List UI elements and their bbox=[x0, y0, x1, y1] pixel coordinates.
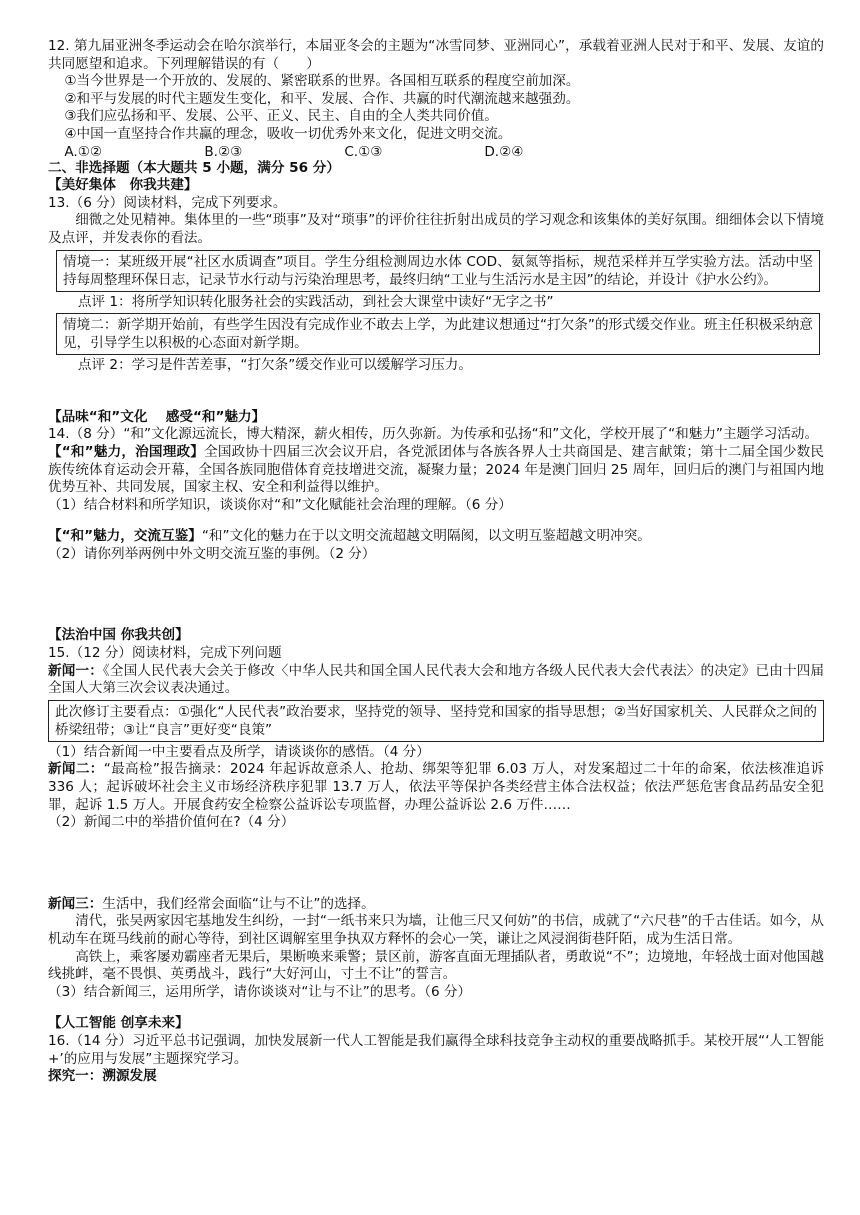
q14-section-title: 【品味“和”文化 感受“和”魅力】 bbox=[48, 408, 266, 425]
q12-option-d: D.②④ bbox=[484, 143, 524, 160]
q12-options bbox=[48, 144, 824, 160]
q15-news-1-box bbox=[48, 700, 824, 742]
q15-news-3 bbox=[48, 896, 824, 914]
q12-option-b: B.②③ bbox=[204, 143, 243, 160]
q15-news-3-text: 生活中，我们经常会面临“让与不让”的选择。 bbox=[102, 895, 375, 912]
q14-material-2-text: “和”文化的魅力在于以文明交流超越文明隔阂，以文明互鉴超越文明冲突。 bbox=[201, 528, 651, 545]
q16-explore-1: 探究一：溯源发展 bbox=[48, 1068, 157, 1085]
q16-section-title: 【人工智能 创享未来】 bbox=[48, 1015, 189, 1032]
q13-scenario-1: 情境一：某班级开展“社区水质调查”项目。学生分组检测周边水体 COD、氨氮等指标，规范采样并互学实验方法。活动中坚持每周整理环保日志，记录节水行动与污染治理思考，最终归纳“工业与生活污水是主因”的结论，并设计《护水公约》。 bbox=[63, 253, 813, 288]
q13-comment-2: 点评 2：学习是件苦差事，“打欠条”缓交作业可以缓解学习压力。 bbox=[77, 357, 472, 374]
q15-sub-2: （2）新闻二中的举措价值何在?（4 分） bbox=[48, 814, 295, 831]
part2-title: 二、非选择题（本大题共 5 小题，满分 56 分） bbox=[48, 159, 340, 176]
q13-scenario-2: 情境二：新学期开始前，有些学生因没有完成作业不敢去上学，为此建议想通过“打欠条”的形式缓交作业。班主任积极采纳意见，引导学生以积极的心态面对新学期。 bbox=[63, 317, 813, 352]
q15-news-1 bbox=[48, 663, 824, 698]
q13-scenario-1-box bbox=[56, 250, 820, 292]
exam-page bbox=[48, 38, 824, 1086]
q13-scenario-2-box bbox=[56, 313, 820, 355]
q12-item-1: ①当今世界是一个开放的、发展的、紧密联系的世界。各国相互联系的程度空前加深。 bbox=[64, 73, 580, 90]
q15-news-1-text: 《全国人民代表大会关于修改〈中华人民共和国全国人民代表大会和地方各级人民代表大会代表法〉的决定》已由十四届全国人大第三次会议表决通过。 bbox=[48, 662, 825, 697]
q15-news-3-label: 新闻三： bbox=[48, 895, 103, 912]
q13-section-title: 【美好集体 你我共建】 bbox=[48, 177, 198, 194]
q13-intro: 细微之处见精神。集体里的一些“琐事”及对“琐事”的评价往往折射出成员的学习观念和该集体的美好氛围。细细体会以下情境及点评，并发表你的看法。 bbox=[48, 212, 824, 246]
q15-news-2-label: 新闻二： bbox=[48, 761, 104, 778]
q13-stem: 13.（6 分）阅读材料，完成下列要求。 bbox=[48, 194, 287, 211]
q14-material-2 bbox=[48, 528, 824, 546]
q15-sub-1: （1）结合新闻一中主要看点及所学，请谈谈你的感悟。（4 分） bbox=[48, 743, 430, 760]
q12-stem: 12. 第九届亚洲冬季运动会在哈尔滨举行，本届亚冬会的主题为“冰雪同梦、亚洲同心”，承载着亚洲人民对于和平、发展、友谊的共同愿望和追求。下列理解错误的有（ ） bbox=[48, 38, 824, 72]
q12-option-c: C.①③ bbox=[344, 143, 383, 160]
q14-material-1 bbox=[48, 444, 824, 497]
q14-material-1-text: 全国政协十四届三次会议开启，各党派团体与各族各界人士共商国是、建言献策；第十二届全国少数民族传统体育运动会开幕，全国各族同胞借体育竞技增进交流，凝聚力量；2024 年是澳门回归 25 周年，回归后的澳门与祖国内地优势互补、共同发展，国家主权、安全和利益得以维护。 bbox=[48, 443, 825, 496]
q14-material-2-label: 【“和”魅力，交流互鉴】 bbox=[48, 528, 202, 545]
q15-news-3-para-2: 高铁上，乘客屡劝霸座者无果后，果断唤来乘警；景区前，游客直面无理插队者，勇敢说“不”；边境地，年轻战士面对他国越线挑衅，毫不畏惧、英勇战斗，践行“大好河山，寸土不让”的誓言。 bbox=[48, 948, 824, 983]
q15-news-1-label: 新闻一： bbox=[48, 662, 103, 679]
q15-news-2-text: “最高检”报告摘录：2024 年起诉故意杀人、抢劫、绑架等犯罪 6.03 万人，对发案超过二十年的命案，依法核准追诉 336 人；起诉破坏社会主义市场经济秩序犯罪 13.7 万人，依法平等保护各类经营主体合法权益；依法严惩危害食品药品安全犯罪，起诉 1.5 万人。开展食药安全检察公益诉讼专项监督，办理公益诉讼 2.6 万件…… bbox=[48, 761, 824, 813]
q15-news-3-para-1: 清代，张吴两家因宅基地发生纠纷，一封“一纸书来只为墙，让他三尺又何妨”的书信，成就了“六尺巷”的千古佳话。如今，从机动车在斑马线前的耐心等待，到社区调解室里争执双方释怀的会心一笑，谦让之风浸润街巷阡陌，成为生活日常。 bbox=[48, 913, 824, 947]
q12-item-3: ③我们应弘扬和平、发展、公平、正义、民主、自由的全人类共同价值。 bbox=[64, 108, 498, 125]
q15-sub-3: （3）结合新闻三，运用所学，请你谈谈对“让与不让”的思考。（6 分） bbox=[48, 983, 472, 1000]
q14-sub-1: （1）结合材料和所学知识，谈谈你对“和”文化赋能社会治理的理解。（6 分） bbox=[48, 496, 512, 513]
q12-option-a: A.①② bbox=[64, 143, 103, 160]
q14-sub-2: （2）请你列举两例中外文明交流互鉴的事例。（2 分） bbox=[48, 545, 376, 562]
q16-stem: 16.（14 分）习近平总书记强调，加快发展新一代人工智能是我们赢得全球科技竞争主动权的重要战略抓手。某校开展“‘人工智能+’的应用与发展”主题探究学习。 bbox=[48, 1032, 824, 1067]
q15-news-2 bbox=[48, 761, 824, 814]
q13-comment-1: 点评 1：将所学知识转化服务社会的实践活动，到社会大课堂中读好“无字之书” bbox=[77, 293, 554, 310]
q12-item-4: ④中国一直坚持合作共赢的理念，吸收一切优秀外来文化，促进文明交流。 bbox=[64, 125, 512, 142]
q14-material-1-label: 【“和”魅力，治国理政】 bbox=[48, 443, 205, 460]
q12-item-2: ②和平与发展的时代主题发生变化，和平、发展、合作、共赢的时代潮流越来越强劲。 bbox=[64, 90, 580, 107]
q15-section-title: 【法治中国 你我共创】 bbox=[48, 627, 189, 644]
q14-stem: 14.（8 分）“和”文化源远流长，博大精深，薪火相传，历久弥新。为传承和弘扬“和”文化，学校开展了“和魅力”主题学习活动。 bbox=[48, 426, 819, 443]
q15-news-1-highlights: 此次修订主要看点：①强化“人民代表”政治要求，坚持党的领导、坚持党和国家的指导思想；②当好国家机关、人民群众之间的桥梁纽带；③让“良言”更好变“良策” bbox=[55, 703, 817, 738]
q15-stem: 15.（12 分）阅读材料，完成下列问题 bbox=[48, 645, 282, 662]
